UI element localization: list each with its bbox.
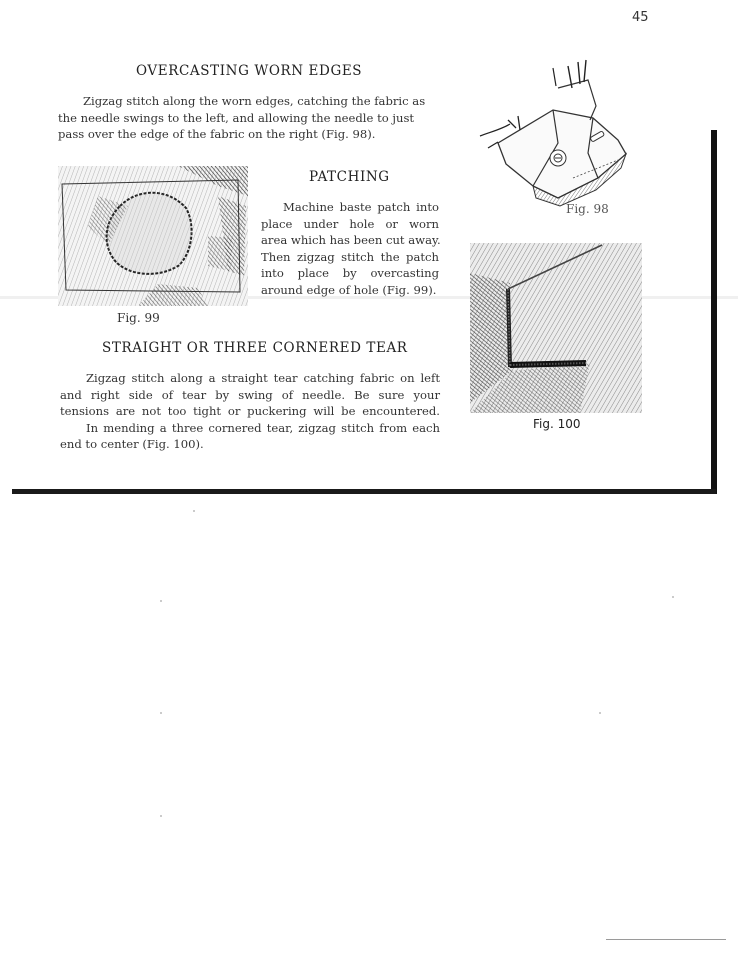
overcasting-paragraph: [58, 93, 438, 143]
patching-line-5: into place by overcasting: [261, 266, 439, 280]
patching-line-4: Then zigzag stitch the patch: [261, 249, 439, 264]
fig100-illustration: [470, 243, 642, 413]
tear-line-4: In mending a three cornered tear, zigzag stitch from each: [86, 420, 440, 435]
fig98-caption: Fig. 98: [566, 202, 609, 216]
overcasting-line-2: the needle swings to the left, and allowing the needle to just: [58, 110, 415, 125]
scan-speck: [160, 600, 162, 602]
patching-line-1: Machine baste patch into: [283, 200, 439, 214]
tear-heading: STRAIGHT OR THREE CORNERED TEAR: [102, 340, 408, 356]
tear-line-5: end to center (Fig. 100).: [60, 437, 204, 451]
fig99-illustration: [58, 166, 248, 306]
overcasting-line-3: pass over the edge of the fabric on the right (Fig. 98).: [58, 127, 376, 141]
scan-speck: [599, 712, 601, 714]
overcasting-heading: OVERCASTING WORN EDGES: [136, 63, 363, 79]
fig100-caption: Fig. 100: [533, 417, 581, 431]
page-number: 45: [632, 10, 649, 25]
fig98-illustration: [478, 58, 638, 208]
overcasting-line-1: Zigzag stitch along the worn edges, catching the fabric as: [83, 94, 426, 108]
right-border-rule: [711, 130, 717, 494]
bottom-border-rule: [12, 489, 716, 494]
tear-line-2: and right side of tear by swing of needle. Be sure your: [60, 387, 440, 402]
scan-speck: [160, 712, 162, 714]
patching-line-2: place under hole or worn: [261, 216, 439, 231]
scan-speck: [193, 510, 195, 512]
tear-line-3: tensions are not too tight or puckering will be encountered.: [60, 404, 440, 418]
tear-line-1: Zigzag stitch along a straight tear catching fabric on left: [86, 371, 440, 385]
scan-speck: [160, 815, 162, 817]
patching-paragraph: [261, 199, 439, 298]
patching-line-3: area which has been cut away.: [261, 233, 441, 247]
fig99-caption: Fig. 99: [117, 311, 160, 325]
patching-line-6: around edge of hole (Fig. 99).: [261, 282, 437, 297]
footer-thin-line: [606, 939, 726, 940]
tear-paragraph: [60, 370, 440, 453]
patching-heading: PATCHING: [309, 169, 390, 185]
scan-speck: [672, 596, 674, 598]
